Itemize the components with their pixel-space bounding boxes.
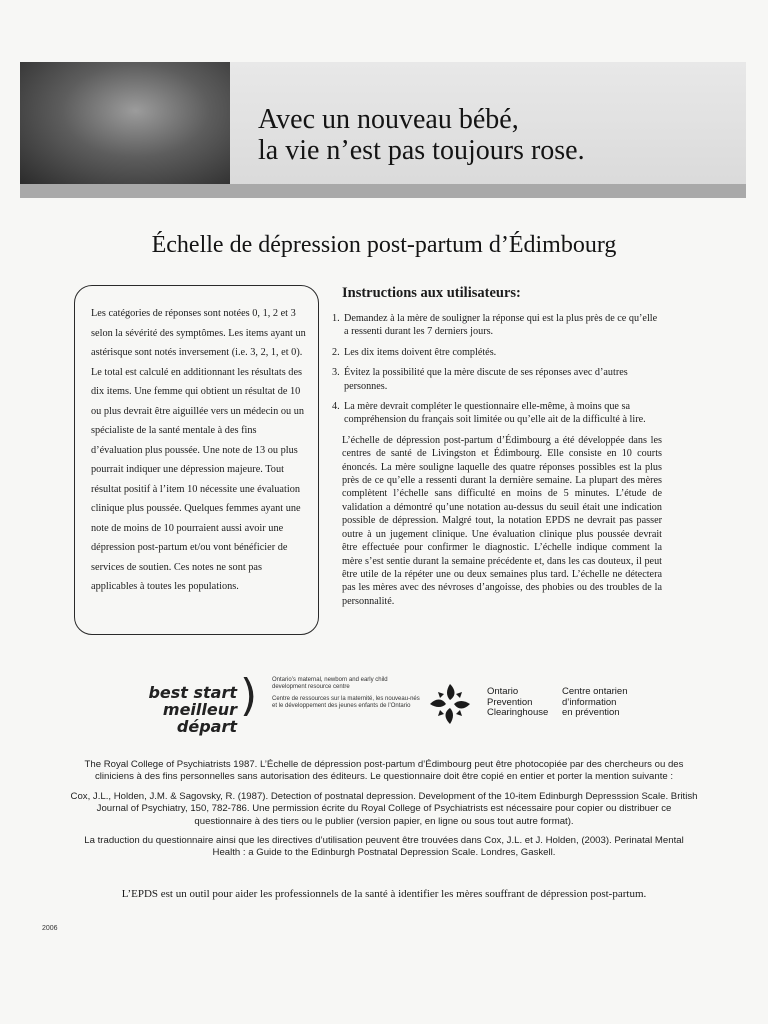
list-item bbox=[332, 312, 662, 339]
banner-title-line2: la vie n’est pas toujours rose. bbox=[258, 135, 585, 166]
references bbox=[70, 759, 698, 867]
mother-baby-photo bbox=[20, 62, 230, 184]
scale-description: L’échelle de dépression post-partum d’Édimbourg a été développée dans les centres de santé de Livingston et Édimbourg. Elle consiste en 10 courts énoncés. La mère souligne laquelle des quatre réponses possibles est la plus près de ce qu’elle a ressenti durant la dernière semaine. La plupart des mères complètent l’échelle sans difficulté en moins de 5 minutes. L’étude de validation a démontré qu’une notation au-dessus du seuil était une indication possible de dépression. Malgré tout, la notation EPDS ne devrait pas passer outre à un jugement clinique. Une évaluation clinique plus poussée devrait être effectuée pour confirmer le diagnostic. L’échelle indique comment la mère s’est sentie durant la semaine précédente et, dans les cas douteux, il peut être utile de la répéter une ou deux semaines plus tard. L’échelle ne détectera pas les mères avec des névroses d’angoisse, des phobies ou des troubles de la personnalité. bbox=[342, 434, 662, 607]
opc-en-line1: Ontario bbox=[487, 686, 519, 697]
opc-name-fr bbox=[562, 687, 627, 719]
instructions-section bbox=[332, 284, 662, 608]
best-start-line2: meilleur départ bbox=[162, 700, 237, 736]
best-start-en: Ontario’s maternal, newborn and early child development resource centre bbox=[272, 677, 388, 691]
opc-en-line2: Prevention bbox=[487, 696, 533, 708]
list-item bbox=[332, 366, 662, 393]
item-number: 3. bbox=[332, 367, 340, 379]
list-item bbox=[332, 346, 662, 359]
logo-row bbox=[0, 670, 768, 736]
opc-fr-line3: en prévention bbox=[562, 707, 620, 718]
scoring-text: Les catégories de réponses sont notées 0, 1, 2 et 3 selon la sévérité des symptômes. Les items ayant un astérisque sont notés inversement (i.e. 3, 2, 1, et 0). Le total est calculé en additionnant les résultats des dix items. Une femme qui obtient un résultat de 10 ou plus devrait être aiguillée vers un médecin ou un spécialiste de la santé mentale à des fins d’évaluation plus poussée. Une note de 13 ou plus pourrait indiquer une dépression majeure. Tout résultat positif à l’item 10 nécessite une évaluation clinique plus poussée. Quelques femmes ayant une note de moins de 10 pourraient aussi avoir une dépression post-partum et/ou vont bénéficier de services de soutien. Ces notes ne sont pas applicables à toutes les populations. bbox=[91, 308, 306, 592]
banner-title bbox=[258, 104, 585, 166]
ontario-prevention-clearinghouse-icon bbox=[426, 680, 474, 728]
banner-title-line1: Avec un nouveau bébé, bbox=[258, 104, 519, 135]
opc-fr-line2: d’information bbox=[562, 696, 617, 708]
item-text: Évitez la possibilité que la mère discute de ses réponses avec d’autres personnes. bbox=[344, 367, 628, 392]
best-start-description bbox=[272, 677, 422, 715]
translation-note: La traduction du questionnaire ainsi que les directives d’utilisation peuvent être trouvées dans Cox, J.L. et J. Holden, (2003). Perinatal Mental Health : a Guide to the Edinburgh Postnatal Depression Scale. Londres, Gaskell. bbox=[84, 835, 684, 859]
opc-en-line3: Clearinghouse bbox=[487, 707, 549, 718]
banner-strip bbox=[20, 184, 746, 198]
copyright-notice: The Royal College of Psychiatrists 1987. L’Échelle de dépression post-partum d’Édimbourg peut être photocopiée par des chercheurs ou des cliniciens à des fins personnelles sans autorisation des éditeurs. Le questionnaire doit être copié en entier et porter la mention suivante : bbox=[84, 759, 684, 783]
best-start-fr: Centre de ressources sur la maternité, les nouveau-nés et le développement des jeunes enfants de l’Ontario bbox=[272, 695, 420, 710]
year-label: 2006 bbox=[42, 925, 58, 932]
best-start-line1: best start bbox=[148, 683, 237, 702]
item-text: La mère devrait compléter le questionnaire elle-même, à moins que sa compréhension du français soit limitée ou qu’elle ait de la difficulté à lire. bbox=[344, 401, 646, 426]
item-number: 4. bbox=[332, 401, 340, 413]
epds-note: L’EPDS est un outil pour aider les professionnels de la santé à identifier les mères souffrant de dépression post-partum. bbox=[121, 888, 647, 900]
citation: Cox, J.L., Holden, J.M. & Sagovsky, R. (1987). Detection of postnatal depression. Development of the 10-item Edinburgh Depresssion Scale. British Journal of Psychiatry, 150, 782-786. Une permission écrite du Royal College of Psychiatrists est nécessaire pour copier ou distribuer ce questionnaire à des tiers ou le publier (version papier, en ligne ou sous tout autre format). bbox=[70, 790, 698, 827]
opc-name-en bbox=[487, 687, 548, 719]
item-number: 1. bbox=[332, 313, 340, 324]
item-number: 2. bbox=[332, 346, 340, 358]
scoring-box bbox=[74, 285, 319, 635]
header-banner bbox=[20, 62, 746, 198]
instructions-heading: Instructions aux utilisateurs: bbox=[342, 285, 521, 301]
opc-fr-line1: Centre ontarien bbox=[562, 686, 628, 697]
page-title: Échelle de dépression post-partum d’Édimbourg bbox=[151, 232, 617, 258]
best-start-bracket-icon: ) bbox=[240, 670, 258, 721]
item-text: Demandez à la mère de souligner la réponse qui est la plus près de ce qu’elle a ressenti durant les 7 derniers jours. bbox=[344, 313, 658, 338]
item-text: Les dix items doivent être complétés. bbox=[344, 346, 497, 358]
list-item bbox=[332, 400, 662, 427]
best-start-logo bbox=[117, 684, 237, 735]
instructions-list bbox=[332, 312, 662, 427]
